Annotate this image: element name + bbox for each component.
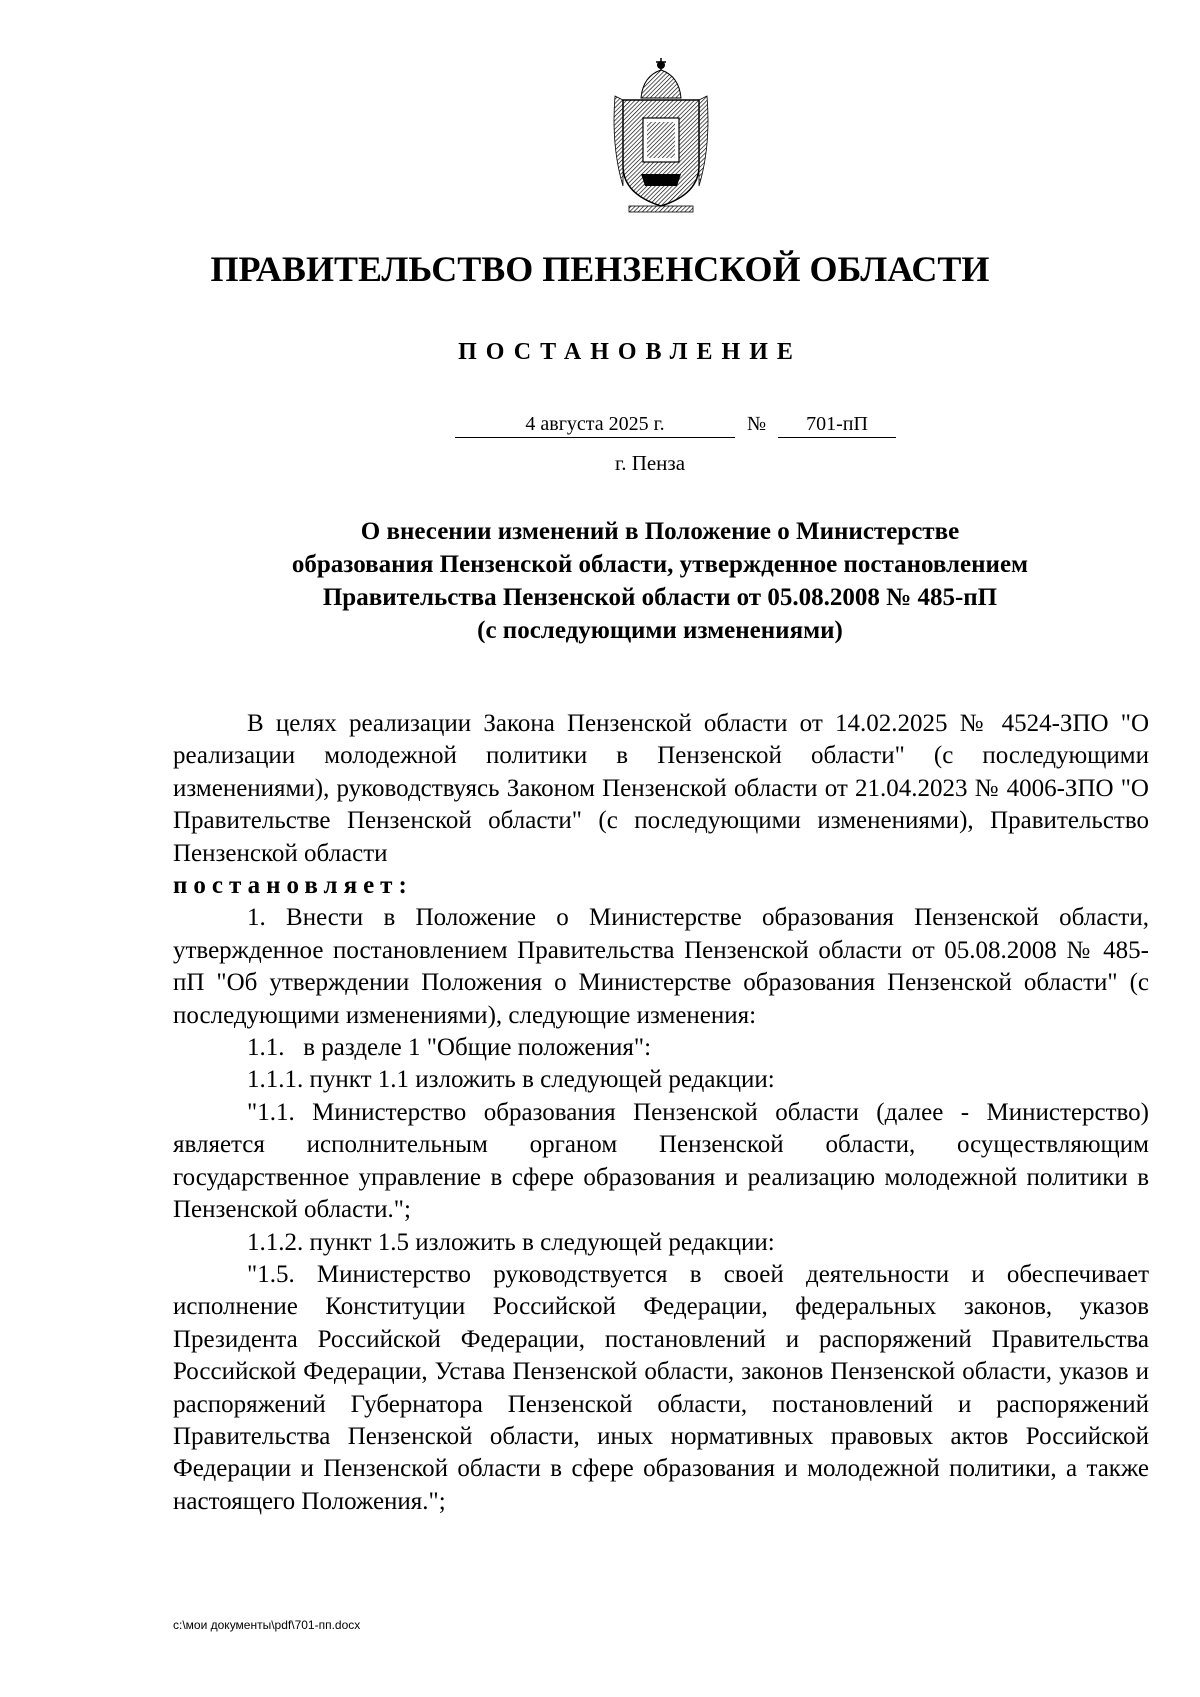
preamble-paragraph: В целях реализации Закона Пензенской области от 14.02.2025 № 4524-ЗПО "О реализации молодежной политики в Пензенской области" (с последующими изменениями), руководствуясь Законом Пензенской области от 21.04.2023 № 4006-ЗПО "О Правительстве Пензенской области" (с последующими изменениями), Правительство Пензенской области: [173, 710, 1149, 867]
document-type: ПОСТАНОВЛЕНИЕ: [458, 339, 802, 365]
subject-line: Правительства Пензенской области от 05.08.2008 № 485-пП: [322, 584, 998, 611]
number-sign: №: [747, 413, 767, 435]
document-date: 4 августа 2025 г.: [455, 411, 735, 438]
paragraph-1-1-1: 1.1.1. пункт 1.1 изложить в следующей редакции:: [247, 1066, 775, 1094]
quote-1-5: "1.5. Министерство руководствуется в своей деятельности и обеспечивает исполнение Конституции Российской Федерации, федеральных законов, указов Президента Российской Федерации, постановлений и распоряжений Правительства Российской Федерации, Устава Пензенской области, законов Пензенской области, указов и распоряжений Губернатора Пензенской области, постановлений и распоряжений Правительства Пензенской области, иных нормативных правовых актов Российской Федерации и Пензенской области в сфере образования и молодежной политики, а также настоящего Положения.";: [173, 1260, 1149, 1515]
city: г. Пенза: [614, 451, 686, 475]
file-path-footer: c:\мои документы\pdf\701-пп.docx: [173, 1618, 361, 1632]
paragraph-1-1: 1.1. в разделе 1 "Общие положения":: [247, 1034, 652, 1062]
document-subject: [170, 515, 1150, 647]
subject-line: О внесении изменений в Положение о Министерстве: [360, 518, 960, 545]
government-title: ПРАВИТЕЛЬСТВО ПЕНЗЕНСКОЙ ОБЛАСТИ: [210, 249, 990, 289]
paragraph-1: 1. Внести в Положение о Министерстве образования Пензенской области, утвержденное постановлением Правительства Пензенской области от 05.08.2008 № 485-пП "Об утверждении Положения о Министерстве образования Пензенской области" (с последующими изменениями), следующие изменения:: [173, 904, 1149, 1029]
paragraph-1-1-2: 1.1.2. пункт 1.5 изложить в следующей редакции:: [247, 1228, 775, 1256]
document-body: [173, 708, 1149, 1518]
decree-word: постановляет:: [173, 872, 413, 900]
subject-line: (с последующими изменениями): [477, 617, 843, 644]
document-number: 701-пП: [778, 411, 896, 438]
coat-of-arms-emblem: [611, 56, 711, 216]
subject-line: образования Пензенской области, утвержденное постановлением: [291, 551, 1029, 578]
quote-1-1: "1.1. Министерство образования Пензенской области (далее - Министерство) является исполнительным органом Пензенской области, осуществляющим государственное управление в сфере образования и реализацию молодежной политики в Пензенской области.";: [173, 1098, 1149, 1224]
